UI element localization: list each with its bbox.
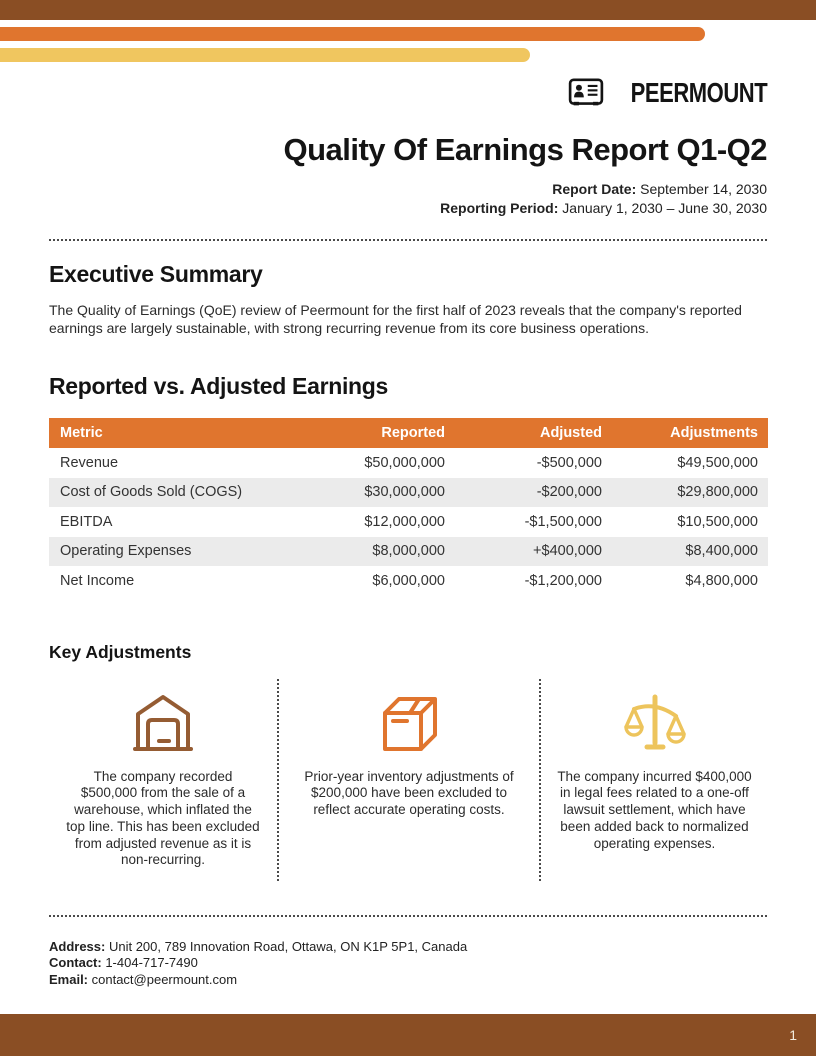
earnings-table-heading: Reported vs. Adjusted Earnings	[49, 373, 389, 399]
contact-info	[49, 939, 767, 989]
cell-metric: Net Income	[60, 572, 135, 589]
bottom-brown-bar	[0, 1014, 816, 1056]
address-value: Unit 200, 789 Innovation Road, Ottawa, ON K1P 5P1, Canada	[105, 938, 468, 954]
cell-metric: Revenue	[60, 454, 119, 471]
cell-reported: $12,000,000	[364, 513, 445, 530]
cell-reported: $30,000,000	[364, 484, 445, 501]
reporting-period-value: January 1, 2030 – June 30, 2030	[558, 199, 767, 216]
table-header-row	[49, 418, 768, 448]
cell-adjustments: $29,800,000	[677, 484, 758, 501]
cell-adjusted: -$1,200,000	[524, 572, 602, 589]
cell-adjustments: $8,400,000	[685, 543, 758, 560]
key-adjustment-item	[49, 679, 277, 881]
brand-logo	[49, 76, 767, 110]
reporting-period-label: Reporting Period:	[440, 199, 559, 216]
contact-value: 1-404-717-7490	[101, 955, 198, 970]
page-title: Quality Of Earnings Report Q1-Q2	[283, 132, 767, 167]
column-header-metric: Metric	[49, 418, 299, 448]
report-date-line	[49, 180, 767, 199]
dotted-divider-bottom	[49, 915, 767, 917]
table-row	[49, 448, 768, 478]
contact-line	[49, 955, 767, 972]
page-number: 1	[789, 1027, 797, 1043]
cell-metric: Operating Expenses	[60, 543, 192, 560]
scales-icon	[623, 691, 687, 755]
box-icon	[377, 691, 441, 755]
report-date-label: Report Date:	[552, 181, 637, 197]
table-row	[49, 507, 768, 537]
column-header-adjusted: Adjusted	[455, 418, 612, 448]
top-yellow-bar	[0, 48, 530, 62]
key-adjustment-text: The company incurred $400,000 in legal fees related to a one-off lawsuit settlement, which have been added back to normalized operating expenses.	[557, 768, 752, 851]
email-value: contact@peermount.com	[88, 971, 238, 987]
earnings-table	[49, 418, 768, 596]
table-row	[49, 537, 768, 567]
executive-summary-body: The Quality of Earnings (QoE) review of Peermount for the first half of 2023 reveals that the company's reported earnings are largely sustainable, with strong recurring revenue from its core business operations.	[49, 302, 742, 336]
cell-adjusted: -$500,000	[536, 454, 602, 471]
executive-summary-heading: Executive Summary	[49, 261, 263, 287]
table-row	[49, 566, 768, 596]
cell-reported: $8,000,000	[372, 543, 445, 560]
id-card-icon	[568, 78, 604, 108]
cell-adjustments: $4,800,000	[685, 572, 758, 589]
top-brown-bar	[0, 0, 816, 20]
report-date-value: September 14, 2030	[636, 181, 767, 197]
cell-reported: $6,000,000	[372, 572, 445, 589]
key-adjustment-item	[541, 679, 768, 881]
table-row	[49, 478, 768, 508]
report-meta	[49, 180, 767, 217]
key-adjustments-heading: Key Adjustments	[49, 641, 192, 662]
reporting-period-line	[49, 199, 767, 218]
contact-label: Contact:	[49, 955, 102, 970]
cell-adjusted: +$400,000	[533, 543, 602, 560]
key-adjustment-text: Prior-year inventory adjustments of $200,000 have been excluded to reflect accurate operating costs.	[304, 768, 514, 818]
email-line	[49, 972, 767, 989]
column-header-reported: Reported	[299, 418, 455, 448]
warehouse-icon	[131, 691, 195, 755]
cell-adjustments: $10,500,000	[677, 513, 758, 530]
cell-adjusted: -$200,000	[536, 484, 602, 501]
key-adjustment-item	[277, 679, 541, 881]
cell-metric: Cost of Goods Sold (COGS)	[60, 484, 243, 501]
cell-reported: $50,000,000	[364, 454, 445, 471]
top-orange-bar	[0, 27, 705, 41]
dotted-divider-top	[49, 239, 767, 241]
cell-adjustments: $49,500,000	[677, 454, 758, 471]
key-adjustment-text: The company recorded $500,000 from the sale of a warehouse, which inflated the top line. This has been excluded from adjusted revenue as it is non-recurring.	[66, 768, 260, 868]
column-header-adjustments: Adjustments	[612, 418, 768, 448]
address-label: Address:	[49, 938, 106, 954]
brand-name: PEERMOUNT	[630, 77, 767, 108]
key-adjustments-grid	[49, 679, 767, 881]
cell-adjusted: -$1,500,000	[524, 513, 602, 530]
email-label: Email:	[49, 971, 89, 987]
cell-metric: EBITDA	[60, 513, 113, 530]
address-line	[49, 939, 767, 956]
